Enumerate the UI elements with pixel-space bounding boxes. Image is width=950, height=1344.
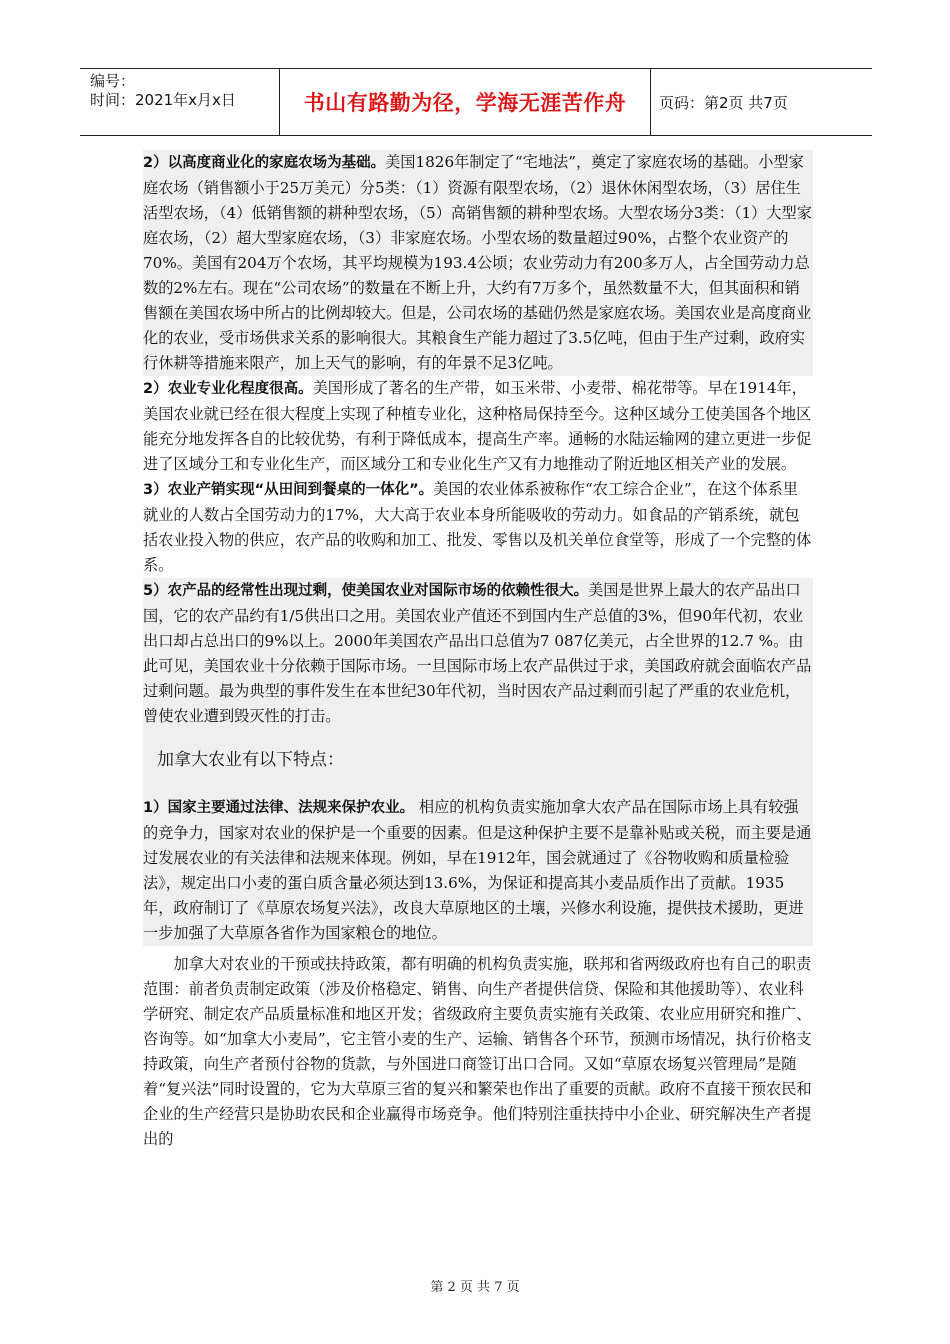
document-date-label: 时间：2021年x月x日 bbox=[90, 91, 236, 109]
paragraph-heading: 2）农业专业化程度很高。 bbox=[143, 381, 313, 397]
paragraph-heading: 1）国家主要通过法律、法规来保护农业。 bbox=[143, 800, 415, 816]
highlighted-section bbox=[143, 150, 813, 376]
paragraph-text: 美国1826年制定了“宅地法”，奠定了家庭农场的基础。小型家庭农场（销售额小于25万美元）分5类：（1）资源有限型农场，（2）退休休闲型农场，（3）居住生活型农场，（4）低销售额的耕种型农场，（5）高销售额的耕种型农场。大型农场分3类：（1）大型家庭农场，（2）超大型家庭农场，（3）非家庭农场。小型农场的数量超过90%，占整个农业资产的70%。美国有204万个农场，其平均规模为193.4公顷；农业劳动力有200多万人，占全国劳动力总数的2%左右。现在“公司农场”的数量在不断上升，大约有7万多个，虽然数量不大，但其面积和销售额在美国农场中所占的比例却较大。但是，公司农场的基础仍然是家庭农场。美国农业是高度商业化的农业，受市场供求关系的影响很大。其粮食生产能力超过了3.5亿吨，但由于生产过剩，政府实行休耕等措施来限产，加上天气的影响，有的年景不足3亿吨。 bbox=[143, 153, 812, 372]
paragraph-surplus bbox=[143, 578, 813, 729]
header-motto-cell bbox=[280, 69, 651, 135]
header-info bbox=[80, 69, 280, 135]
paragraph-family-farms bbox=[143, 150, 813, 376]
paragraph-government-policy: 加拿大对农业的干预或扶持政策，都有明确的机构负责实施，联邦和省两级政府也有自己的职责范围：前者负责制定政策（涉及价格稳定、销售、向生产者提供信贷、保险和其他援助等）、农业科学研究、制定农产品质量标准和地区开发；省级政府主要负责实施有关政策、农业应用研究和推广、咨询等。如“加拿大小麦局”，它主管小麦的生产、运输、销售各个环节，预测市场情况，执行价格支持政策，向生产者预付谷物的货款，与外国进口商签订出口合同。又如“草原农场复兴管理局”是随着“复兴法”同时设置的，它为大草原三省的复兴和繁荣也作出了重要的贡献。政府不直接干预农民和企业的生产经营只是协助农民和企业赢得市场竞争。他们特别注重扶持中小企业、研究解决生产者提出的 bbox=[143, 955, 812, 1148]
paragraph-heading: 2）以高度商业化的家庭农场为基础。 bbox=[143, 155, 386, 171]
paragraph-text: 美国是世界上最大的农产品出口国，它的农产品约有1/5供出口之用。美国农业产值还不到国内生产总值的3%，但90年代初，农业出口却占总出口的9%以上。2000年美国农产品出口总值为7 087亿美元，占全世界的12.7 %。由此可见，美国农业十分依赖于国际市场。一旦国际市场上农产品供过于求，美国政府就会面临农产品过剩问题。最为典型的事件发生在本世纪30年代初，当时因农产品过剩而引起了严重的农业危机，曾使农业遭到毁灭性的打击。 bbox=[143, 581, 812, 725]
header-page-cell bbox=[651, 69, 872, 135]
section-title-canada: 加拿大农业有以下特点： bbox=[157, 750, 344, 770]
document-body bbox=[143, 150, 813, 1152]
paragraph-text: 美国形成了著名的生产带，如玉米带、小麦带、棉花带等。早在1914年，美国农业就已经在很大程度上实现了种植专业化，这种格局保持至今。这种区域分工使美国各个地区能充分地发挥各自的比较优势，有利于降低成本，提高生产率。通畅的水陆运输网的建立更进一步促进了区域分工和专业化生产，而区域分工和专业化生产又有力地推动了附近地区相关产业的发展。 bbox=[143, 379, 812, 473]
page-header bbox=[80, 68, 872, 136]
header-motto: 书山有路勤为径，学海无涯苦作舟 bbox=[303, 91, 627, 115]
paragraph-integration bbox=[143, 477, 813, 578]
page-footer: 第 2 页 共 7 页 bbox=[430, 1280, 520, 1295]
paragraph-specialization bbox=[143, 376, 813, 477]
header-page-number: 页码：第2页 共7页 bbox=[659, 93, 788, 112]
document-number-label: 编号： bbox=[90, 72, 136, 90]
paragraph-text: 相应的机构负责实施加拿大农产品在国际市场上具有较强的竞争力，国家对农业的保护是一个重要的因素。但是这种保护主要不是靠补贴或关税，而主要是通过发展农业的有关法律和法规来体现。例如，早在1912年，国会就通过了《谷物收购和质量检验法》，规定出口小麦的蛋白质含量必须达到13.6%，为保证和提高其小麦品质作出了贡献。1935年，政府制订了《草原农场复兴法》，改良大草原地区的土壤，兴修水利设施，提供技术援助，更进一步加强了大草原各省作为国家粮仓的地位。 bbox=[143, 798, 812, 942]
paragraph-legal-protection bbox=[143, 795, 813, 946]
paragraph-heading: 3）农业产销实现“从田间到餐桌的一体化”。 bbox=[143, 482, 434, 498]
paragraph-text: 美国的农业体系被称作“农工综合企业”，在这个体系里就业的人数占全国劳动力的17%，大大高于农业本身所能吸收的劳动力。如食品的产销系统，就包括农业投入物的供应，农产品的收购和加工、批发、零售以及机关单位食堂等，形成了一个完整的体系。 bbox=[143, 480, 812, 574]
highlighted-section-2 bbox=[143, 578, 813, 946]
paragraph-heading: 5）农产品的经常性出现过剩，使美国农业对国际市场的依赖性很大。 bbox=[143, 583, 589, 599]
